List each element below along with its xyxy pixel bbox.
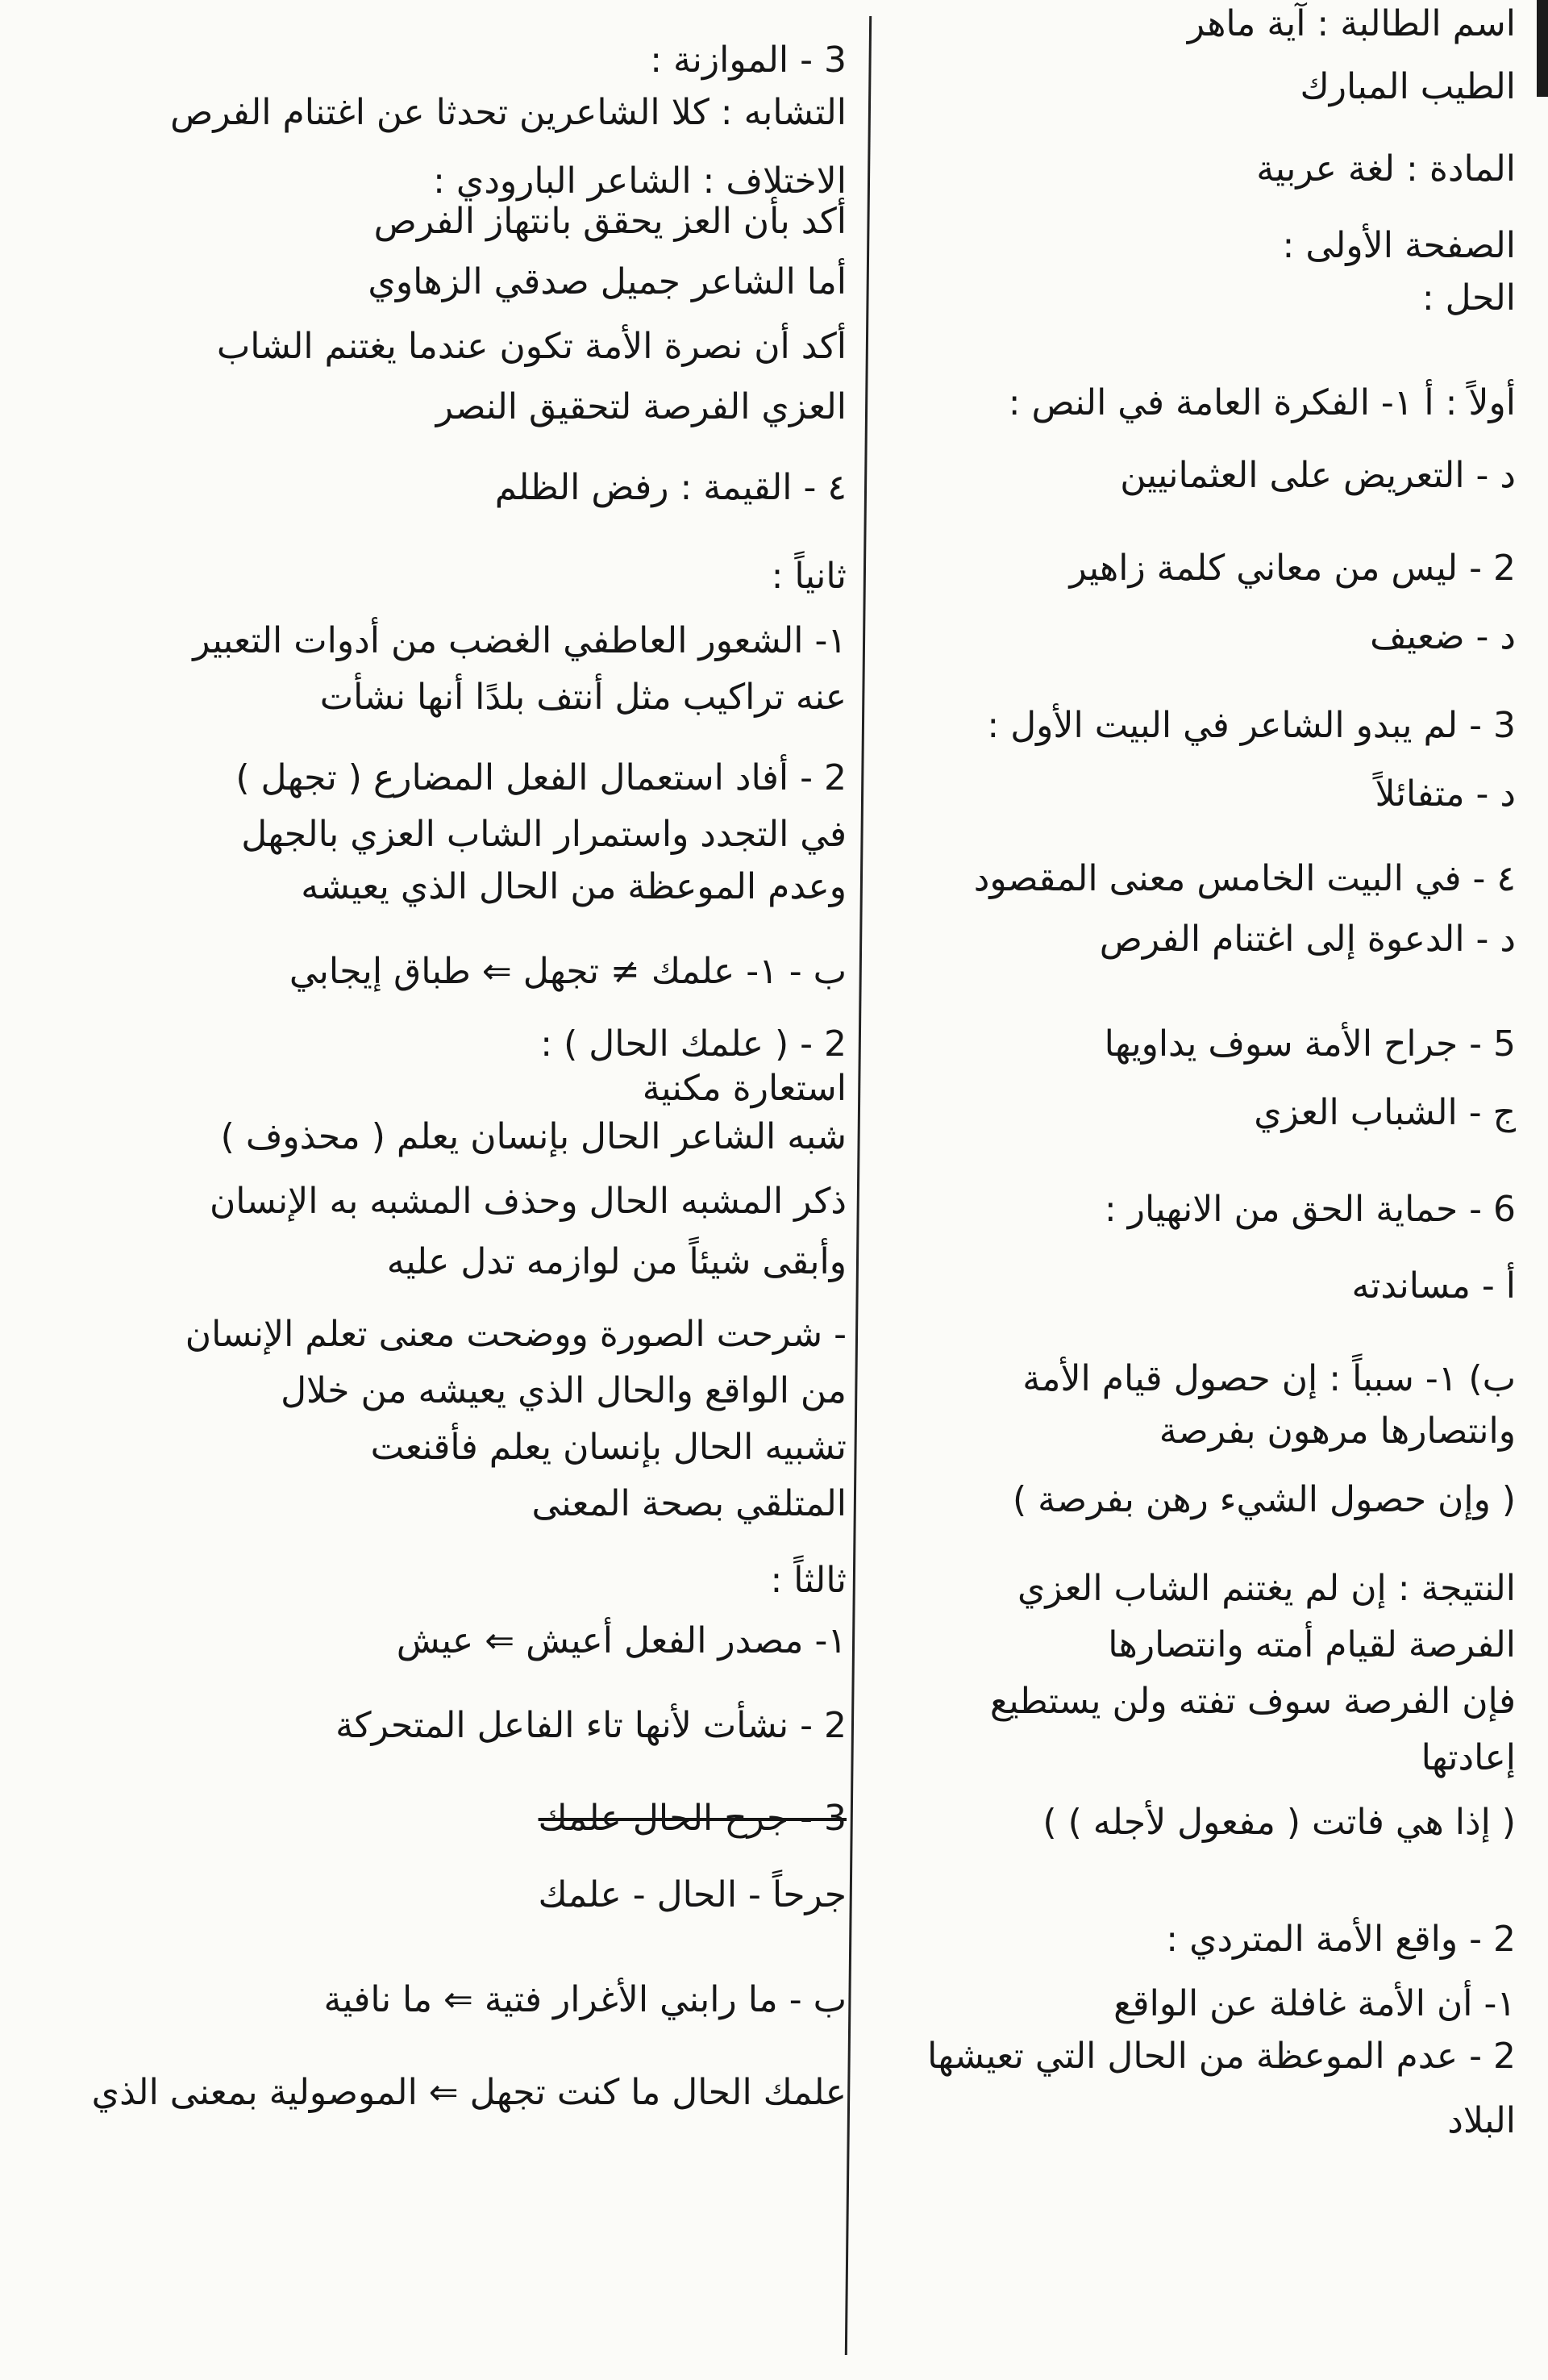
answer-line: - شرحت الصورة ووضحت معنى تعلم الإنسان [185,1314,847,1355]
answer-line: المتلقي بصحة المعنى [531,1483,847,1524]
answer-line: وانتصارها مرهون بفرصة [1159,1411,1516,1452]
answer-line: شبه الشاعر الحال بإنسان يعلم ( محذوف ) [220,1116,847,1157]
scan-edge-mark [1537,0,1548,97]
answer-line: إعادتها [1421,1737,1516,1778]
section-heading: ثالثاً : [770,1560,847,1601]
answer-line: ب) ١- سبباً : إن حصول قيام الأمة [1022,1358,1516,1399]
answer-line: ( إذا هي فاتت ( مفعول لأجله ) ) [1042,1802,1516,1843]
answer-line: من الواقع والحال الذي يعيشه من خلال [281,1370,847,1411]
answer-line: ( وإن حصول الشيء رهن بفرصة ) [1012,1479,1516,1520]
answer-line: استعارة مكنية [642,1068,847,1109]
answer-line: أما الشاعر جميل صدقي الزهاوي [368,261,847,302]
left-column [16,0,847,2380]
answer-line: أكد أن نصرة الأمة تكون عندما يغتنم الشاب [216,326,847,367]
answer-line: 2 - نشأت لأنها تاء الفاعل المتحركة [335,1705,847,1746]
column-divider [845,16,872,2355]
answer-line: علمك الحال ما كنت تجهل ⇐ الموصولية بمعنى الذي [91,2072,847,2113]
answer-line: د - الدعوة إلى اغتنام الفرص [1099,919,1516,960]
answer-line: أ - مساندته [1351,1265,1516,1307]
answer-line: 2 - عدم الموعظة من الحال التي تعيشها [927,2036,1516,2077]
answer-line: ٤ - القيمة : رفض الظلم [494,467,847,508]
crossed-out-line: 3 - جرح الحال علمك [538,1798,847,1839]
answer-line: تشبيه الحال بإنسان يعلم فأقنعت [370,1427,847,1468]
answer-line: الاختلاف : الشاعر البارودي : [433,160,847,202]
student-name-line: اسم الطالبة : آية ماهر [1187,3,1516,44]
answer-line: البلاد [1447,2100,1516,2141]
answer-line: 2 - واقع الأمة المتردي : [1166,1919,1516,1960]
subject-line: المادة : لغة عربية [1256,148,1516,190]
answer-line: 3 - الموازنة : [650,40,847,81]
right-column [879,0,1516,2380]
answer-line: 2 - ( علمك الحال ) : [540,1023,847,1065]
answer-line: ١- الشعور العاطفي الغضب من أدوات التعبير [193,620,847,661]
answer-line: ٤ - في البيت الخامس معنى المقصود [973,858,1516,899]
answer-line: فإن الفرصة سوف تفته ولن يستطيع [989,1681,1516,1722]
page-label: الصفحة الأولى : [1282,225,1516,266]
answer-line: التشابه : كلا الشاعرين تحدثا عن اغتنام الفرص [170,92,847,133]
answer-line: ب - ما رابني الأغرار فتية ⇐ ما نافية [323,1979,847,2020]
answer-line: في التجدد واستمرار الشاب العزي بالجهل [241,814,847,855]
answer-line: أولاً : أ ١- الفكرة العامة في النص : [1008,382,1516,423]
answer-line: ١- أن الأمة غافلة عن الواقع [1113,1983,1516,2024]
answer-line: 2 - ليس من معاني كلمة زاهير [1069,548,1516,589]
answer-line: 3 - لم يبدو الشاعر في البيت الأول : [987,705,1516,746]
answer-line: ب - ١- علمك ≠ تجهل ⇐ طباق إيجابي [289,951,847,992]
answer-line: 5 - جراح الأمة سوف يداويها [1104,1023,1516,1065]
student-name-line-2: الطيب المبارك [1300,66,1516,107]
answer-line: الفرصة لقيام أمته وانتصارها [1108,1624,1516,1665]
answer-line: جرحاً - الحال - علمك [538,1874,847,1915]
answer-line: أكد بأن العز يحقق بانتهاز الفرص [373,201,847,242]
answer-line: وعدم الموعظة من الحال الذي يعيشه [301,866,847,907]
answer-line: ج - الشباب العزي [1254,1092,1516,1133]
answer-line: د - متفائلاً [1375,773,1516,815]
answer-line: 2 - أفاد استعمال الفعل المضارع ( تجهل ) [235,757,847,798]
answer-line: ١- مصدر الفعل أعيش ⇐ عيش [396,1620,847,1661]
answer-line: 6 - حماية الحق من الانهيار : [1104,1189,1516,1230]
section-heading: ثانياً : [771,556,847,597]
answer-line: العزي الفرصة لتحقيق النصر [435,386,847,427]
answer-line: د - ضعيف [1370,616,1516,657]
solution-heading: الحل : [1421,277,1516,319]
answer-line: ذكر المشبه الحال وحذف المشبه به الإنسان [209,1181,847,1222]
answer-line: عنه تراكيب مثل أنتف بلدًا أنها نشأت [319,677,847,718]
answer-line: د - التعريض على العثمانيين [1120,455,1516,496]
answer-line: وأبقى شيئاً من لوازمه تدل عليه [386,1241,847,1282]
answer-line: النتيجة : إن لم يغتنم الشاب العزي [1017,1568,1516,1609]
